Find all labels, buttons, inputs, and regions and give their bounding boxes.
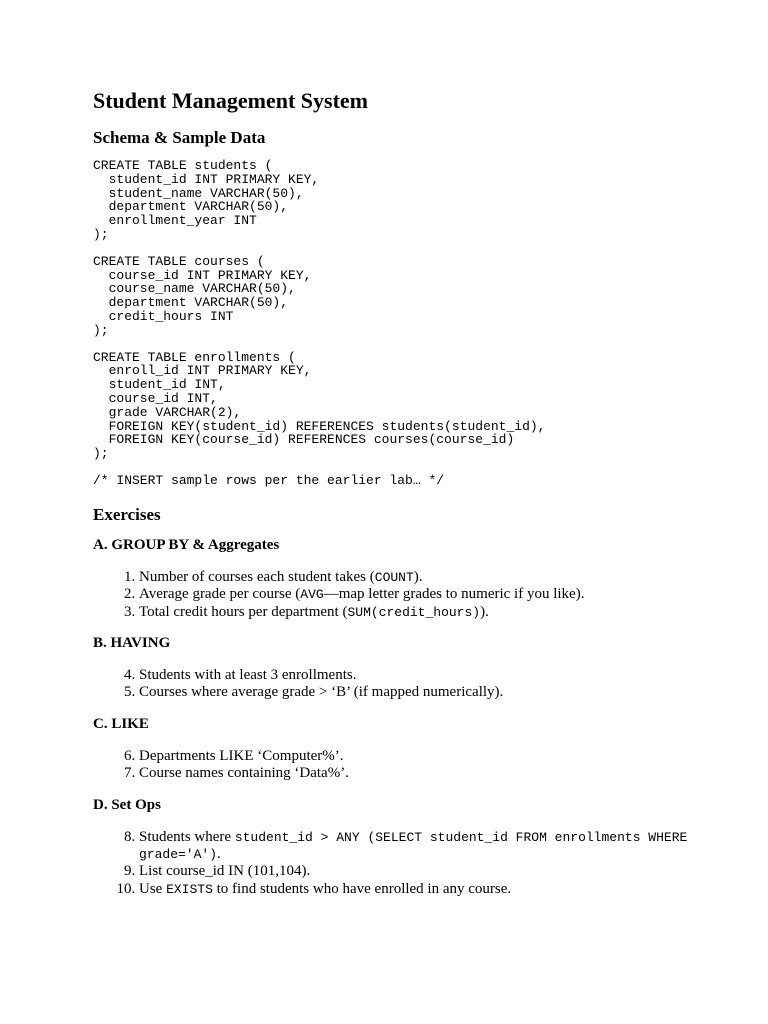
exercise-text: Students with at least 3 enrollments. bbox=[139, 666, 357, 683]
inline-code: EXISTS bbox=[166, 881, 213, 897]
section-heading-set-ops: D. Set Ops bbox=[93, 796, 161, 813]
page-title: Student Management System bbox=[93, 88, 368, 113]
code-block-insert-comment: /* INSERT sample rows per the earlier lab… */ bbox=[93, 472, 445, 488]
exercise-list-like bbox=[93, 748, 693, 783]
exercise-sections bbox=[93, 536, 693, 898]
exercise-list-group-by bbox=[93, 569, 693, 621]
exercise-text: Number of courses each student takes ( bbox=[139, 568, 375, 585]
exercise-item bbox=[139, 881, 693, 898]
section-heading-group-by: A. GROUP BY & Aggregates bbox=[93, 536, 280, 553]
exercise-text-end: ). bbox=[480, 603, 489, 620]
exercise-item bbox=[139, 684, 693, 701]
inline-code: student_id > ANY (SELECT student_id FROM enrollments WHERE grade='A') bbox=[139, 829, 688, 862]
inline-code: SUM(credit_hours) bbox=[347, 604, 481, 620]
exercise-text: Departments LIKE ‘Computer%’. bbox=[139, 747, 344, 764]
exercise-text-end: to find students who have enrolled in any course. bbox=[212, 880, 512, 897]
exercise-text-end: ). bbox=[413, 568, 423, 585]
exercise-item bbox=[139, 586, 693, 603]
exercise-text: Courses where average grade > ‘B’ (if mapped numerically). bbox=[139, 684, 504, 701]
exercise-item bbox=[139, 604, 693, 621]
exercise-item bbox=[139, 569, 693, 586]
exercise-text-end: . bbox=[217, 845, 221, 862]
code-block-courses: CREATE TABLE courses ( course_id INT PRIMARY KEY, course_name VARCHAR(50), department VARCHAR(50), credit_hours INT ); bbox=[93, 253, 312, 338]
exercise-item bbox=[139, 765, 693, 782]
exercise-item bbox=[139, 863, 693, 880]
exercise-item bbox=[139, 829, 693, 864]
exercise-item bbox=[139, 748, 693, 765]
exercise-text-end: —map letter grades to numeric if you like). bbox=[323, 586, 585, 603]
schema-heading: Schema & Sample Data bbox=[93, 128, 266, 147]
exercise-item bbox=[139, 667, 693, 684]
code-block-enrollments: CREATE TABLE enrollments ( enroll_id INT PRIMARY KEY, student_id INT, course_id INT, grade VARCHAR(2), FOREIGN KEY(student_id) REFERENCES students(student_id), FOREIGN KEY(course_id) REFERENCES courses(course_id) ); bbox=[93, 349, 546, 462]
section-heading-like: C. LIKE bbox=[93, 715, 149, 732]
exercise-text: Students where bbox=[139, 828, 235, 845]
exercise-text: Use bbox=[139, 880, 167, 897]
exercise-list-having bbox=[93, 667, 693, 702]
exercise-text: Total credit hours per department ( bbox=[139, 603, 348, 620]
section-heading-having: B. HAVING bbox=[93, 634, 171, 651]
exercise-list-set-ops bbox=[93, 829, 693, 899]
inline-code: AVG bbox=[300, 587, 324, 603]
inline-code: COUNT bbox=[374, 569, 414, 585]
exercise-text: Average grade per course ( bbox=[139, 586, 301, 603]
exercise-text: Course names containing ‘Data%’. bbox=[139, 765, 349, 782]
exercises-heading: Exercises bbox=[93, 504, 161, 524]
exercise-text: List course_id IN (101,104). bbox=[139, 863, 311, 880]
code-block-students: CREATE TABLE students ( student_id INT PRIMARY KEY, student_name VARCHAR(50), department VARCHAR(50), enrollment_year INT ); bbox=[93, 158, 320, 242]
